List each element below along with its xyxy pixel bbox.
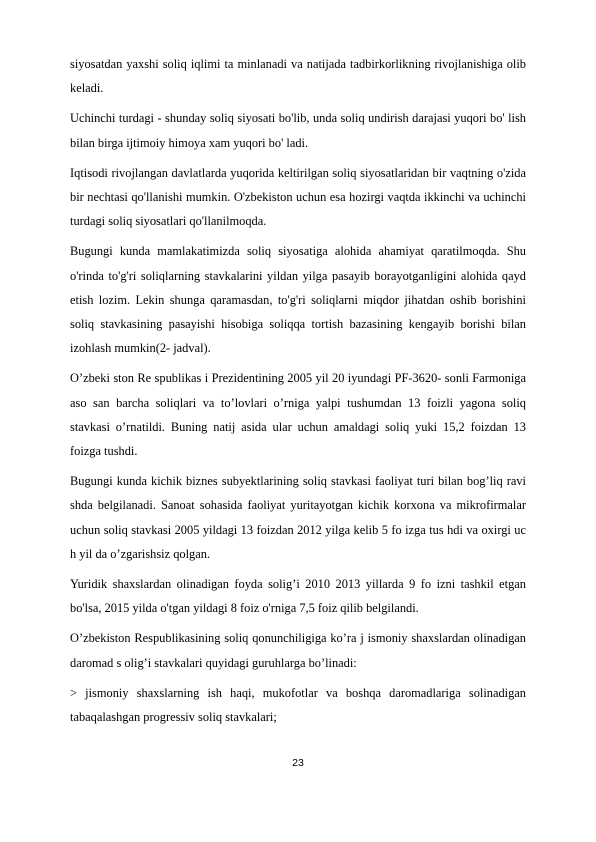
paragraph: Uchinchi turdagi - shunday soliq siyosati bo'lib, unda soliq undirish darajasi yuqori bo' lish bilan birga ijtimoiy himoya xam yuqori bo' ladi. [70,111,526,150]
paragraph: siyosatdan yaxshi soliq iqlimi ta minlanadi va natijada tadbirkorlikning rivojlanishiga olib keladi. [70,57,526,96]
paragraph: O’zbekiston Respublikasining soliq qonunchiligiga ko’ra j ismoniy shaxslardan olinadigan daromad s olig’i stavkalari quyidagi guruhlarga bo’linadi: [70,631,526,670]
paragraph: > jismoniy shaxslarning ish haqi, mukofotlar va boshqa daromadlariga solinadigan tabaqalashgan progressiv soliq stavkalari; [70,685,526,725]
paragraph: O’zbeki ston Re spublikas i Prezidentining 2005 yil 20 iyundagi PF-3620- sonli Farmoniga aso san barcha soliqlari va to’lovlari o’rniga yalpi tushumdan 13 foizli yagona soliq stavkasi o’rnatildi. Buning natij asida ular uchun amaldagi soliq yuki 15,2 foizdan 13 foizga tushdi. [70,371,526,459]
document-body [70,52,526,735]
paragraph: Yuridik shaxslardan olinadigan foyda solig’i 2010 2013 yillarda 9 fo izni tashkil etgan bo'lsa, 2015 yilda o'tgan yildagi 8 foiz o'rniga 7,5 foiz qilib belgilandi. [70,577,526,616]
paragraph: Bugungi kunda mamlakatimizda soliq siyosatiga alohida ahamiyat qaratilmoqda. Shu o'rinda to'g'ri soliqlarning stavkalarini yildan yilga pasayib borayotganligini alohida qayd etish lozim. Lekin shunga qaramasdan, to'g'ri soliqlarni miqdor jihatdan oshib borishini soliq stavkasining pasayishi hisobiga soliqqa tortish bazasining kengayib borishi bilan izohlash mumkin(2- jadval). [70,244,526,356]
paragraph: Bugungi kunda kichik biznes subyektlarining soliq stavkasi faoliyat turi bilan bog’liq ravi shda belgilanadi. Sanoat sohasida faoliyat yuritayotgan kichik korxona va mikrofirmalar uchun soliq stavkasi 2005 yildagi 13 foizdan 2012 yilga kelib 5 fo izga tus hdi va oxirgi uc h yil da o’zgarishsiz qolgan. [70,474,526,561]
page-number: 23 [292,757,304,769]
paragraph: Iqtisodi rivojlangan davlatlarda yuqorida keltirilgan soliq siyosatlaridan bir vaqtning o'zida bir nechtasi qo'llanishi mumkin. O'zbekiston uchun esa hozirgi vaqtda ikkinchi va uchinchi turdagi soliq siyosatlari qo'llanilmoqda. [70,165,526,229]
